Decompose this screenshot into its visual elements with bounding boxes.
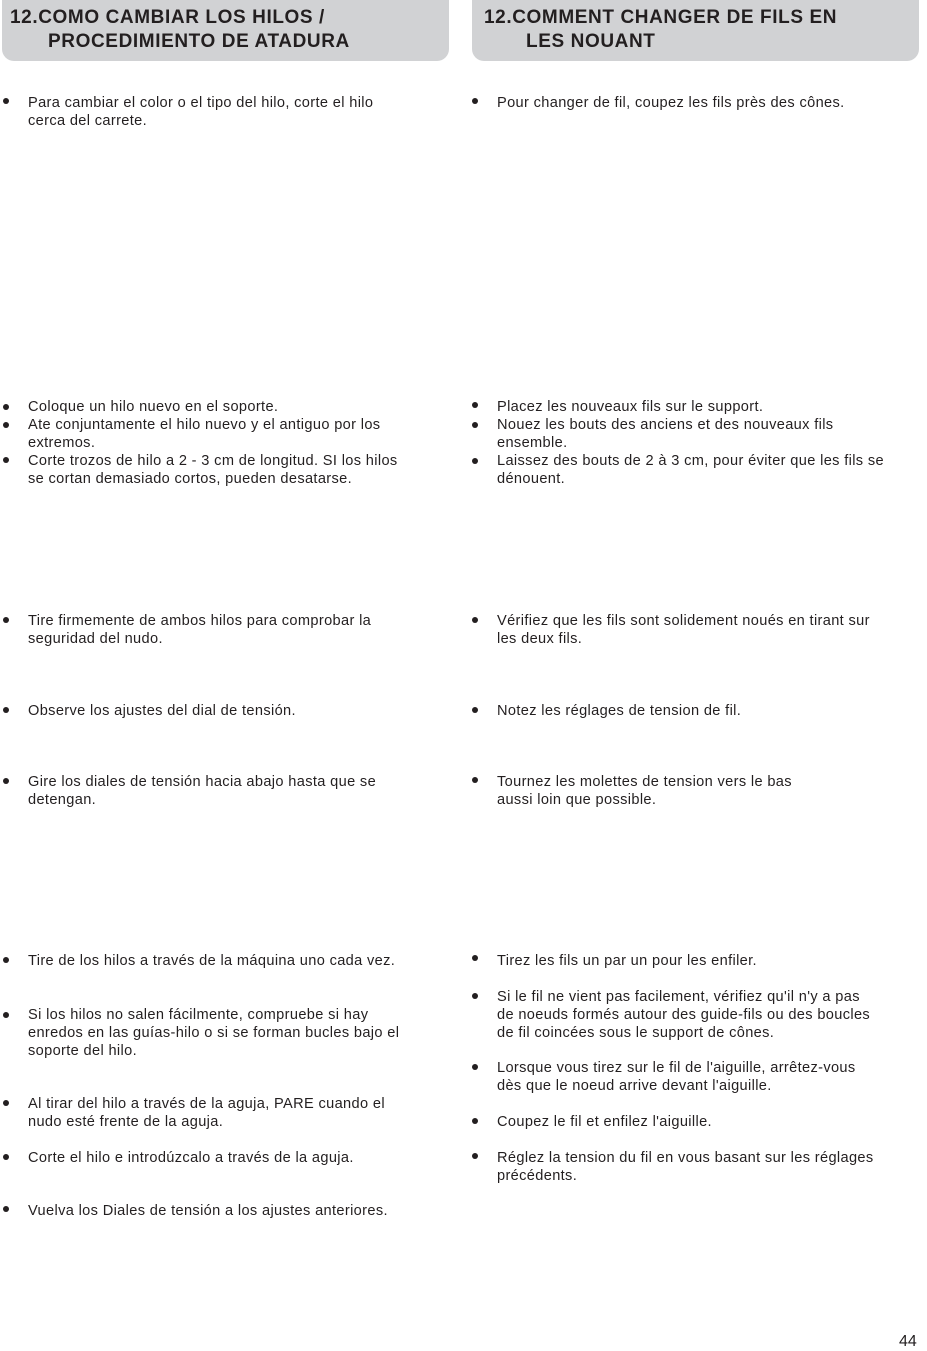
list-item-fr-2: Placez les nouveaux fils sur le support.: [497, 399, 764, 415]
bullet-icon: [3, 778, 9, 784]
list-item-es-6: Observe los ajustes del dial de tensión.: [28, 703, 296, 719]
list-item-fr-6: Notez les réglages de tension de fil.: [497, 703, 742, 719]
header-line-2: PROCEDIMIENTO DE ATADURA: [48, 31, 350, 52]
bullet-icon: [472, 1118, 478, 1124]
list-item-fr-10: Lorsque vous tirez sur le fil de l'aiguille, arrêtez-vous dès que le noeud arrive devant l'aiguille.: [497, 1060, 856, 1094]
list-item-es-9: Si los hilos no salen fácilmente, compruebe si hay enredos en las guías-hilo o si se forman bucles bajo el soporte del hilo.: [28, 1007, 400, 1059]
list-item-es-1: Para cambiar el color o el tipo del hilo, corte el hilo cerca del carrete.: [28, 95, 374, 129]
list-item-fr-3: Nouez les bouts des anciens et des nouveaux fils ensemble.: [497, 417, 834, 451]
list-item-es-7: Gire los diales de tensión hacia abajo hasta que se detengan.: [28, 774, 377, 808]
list-item-es-12: Vuelva los Diales de tensión a los ajustes anteriores.: [28, 1203, 388, 1219]
bullet-icon: [472, 422, 478, 428]
bullet-icon: [472, 1064, 478, 1070]
bullet-icon: [3, 457, 9, 463]
list-item-es-11: Corte el hilo e introdúzcalo a través de la aguja.: [28, 1150, 354, 1166]
list-item-fr-4: Laissez des bouts de 2 à 3 cm, pour éviter que les fils se dénouent.: [497, 453, 884, 487]
header-line-2: LES NOUANT: [526, 31, 656, 52]
list-item-fr-12: Réglez la tension du fil en vous basant sur les réglages précédents.: [497, 1150, 874, 1184]
bullet-icon: [472, 98, 478, 104]
list-item-es-3: Ate conjuntamente el hilo nuevo y el antiguo por los extremos.: [28, 417, 381, 451]
bullet-icon: [3, 98, 9, 104]
list-item-es-10: Al tirar del hilo a través de la aguja, PARE cuando el nudo esté frente de la aguja.: [28, 1096, 385, 1130]
bullet-icon: [472, 1153, 478, 1159]
list-item-fr-8: Tirez les fils un par un pour les enfiler.: [497, 953, 757, 969]
bullet-icon: [3, 957, 9, 963]
header-line-1: 12.COMMENT CHANGER DE FILS EN: [484, 7, 838, 28]
list-item-es-4: Corte trozos de hilo a 2 - 3 cm de longitud. SI los hilos se cortan demasiado cortos, pueden desatarse.: [28, 453, 398, 487]
bullet-icon: [472, 993, 478, 999]
page-number: 44: [899, 1333, 917, 1350]
list-item-es-8: Tire de los hilos a través de la máquina uno cada vez.: [28, 953, 396, 969]
bullet-icon: [472, 617, 478, 623]
section-header-french: [472, 0, 919, 61]
bullet-icon: [472, 707, 478, 713]
list-item-es-2: Coloque un hilo nuevo en el soporte.: [28, 399, 279, 415]
bullet-icon: [472, 777, 478, 783]
bullet-icon: [472, 458, 478, 464]
bullet-icon: [3, 1206, 9, 1212]
bullet-icon: [3, 1012, 9, 1018]
list-item-fr-5: Vérifiez que les fils sont solidement noués en tirant sur les deux fils.: [497, 613, 870, 647]
list-item-es-5: Tire firmemente de ambos hilos para comprobar la seguridad del nudo.: [28, 613, 372, 647]
bullet-icon: [3, 404, 9, 410]
bullet-icon: [3, 422, 9, 428]
bullet-icon: [472, 402, 478, 408]
list-item-fr-11: Coupez le fil et enfilez l'aiguille.: [497, 1114, 712, 1130]
bullet-icon: [472, 955, 478, 961]
bullet-icon: [3, 1154, 9, 1160]
bullet-icon: [3, 1100, 9, 1106]
list-item-fr-9: Si le fil ne vient pas facilement, vérifiez qu'il n'y a pas de noeuds formés autour des guide-fils ou des boucles de fil coincées sous le support de cônes.: [497, 989, 871, 1041]
bullet-icon: [3, 617, 9, 623]
list-item-fr-1: Pour changer de fil, coupez les fils près des cônes.: [497, 95, 845, 111]
list-item-fr-7: Tournez les molettes de tension vers le bas aussi loin que possible.: [497, 774, 792, 808]
section-header-spanish: [2, 0, 449, 61]
bullet-icon: [3, 707, 9, 713]
header-line-1: 12.COMO CAMBIAR LOS HILOS /: [10, 7, 325, 28]
